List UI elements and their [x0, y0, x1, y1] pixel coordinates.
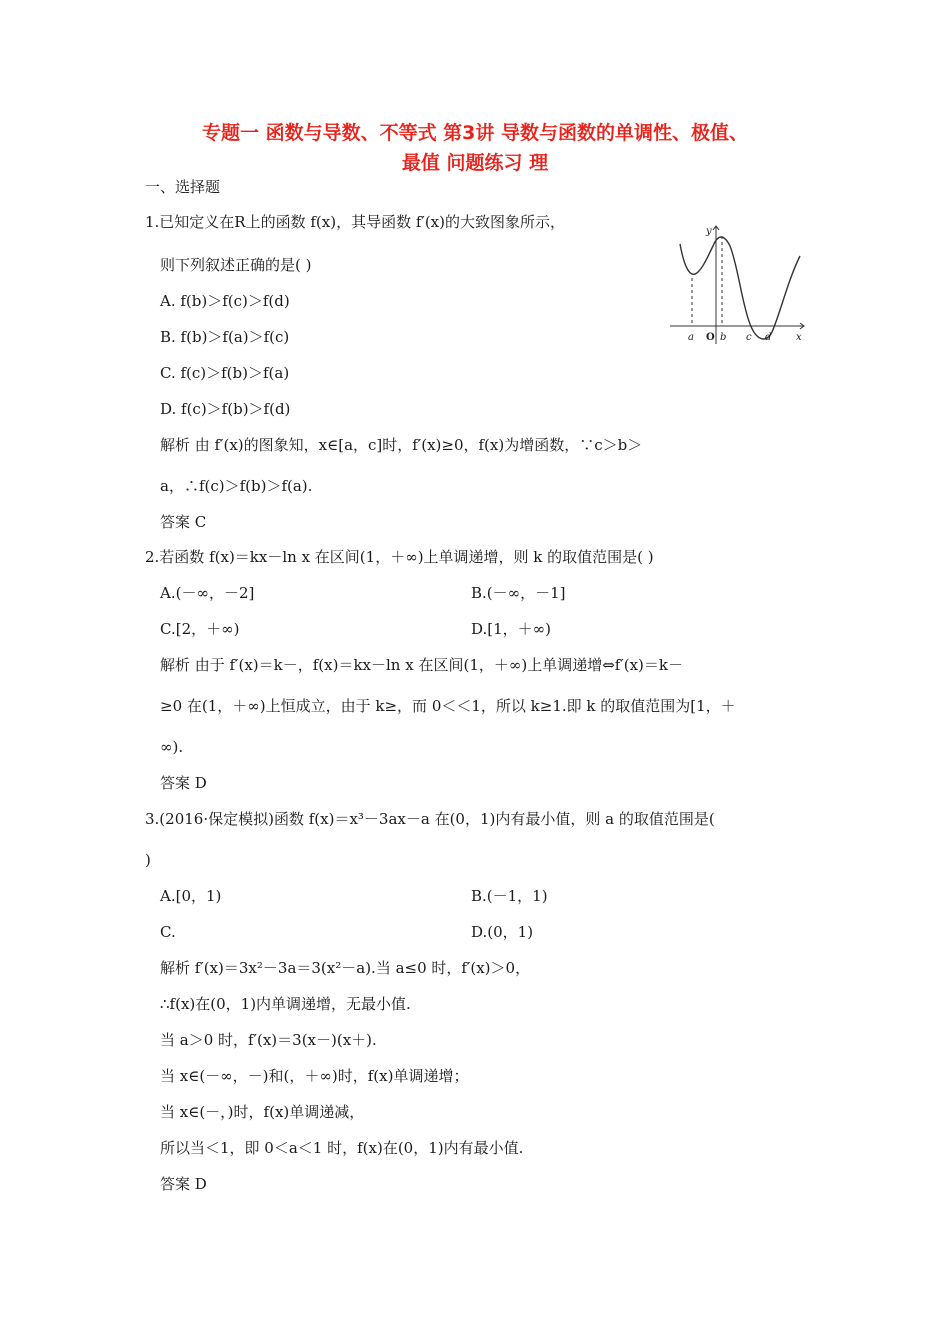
q3-answer: 答案 D: [160, 1175, 207, 1193]
graph-label-o: O: [706, 332, 715, 343]
q3-option-d: D.(0，1): [471, 923, 534, 941]
q2-option-c: C.[2，＋∞): [160, 620, 240, 638]
q3-analysis-6: 所以当＜1，即 0＜a＜1 时，f(x)在(0，1)内有最小值.: [160, 1139, 524, 1157]
q1-option-b: B. f(b)＞f(a)＞f(c): [160, 328, 290, 346]
q3-stem-2: ): [145, 851, 151, 869]
q3-analysis-2: ∴f(x)在(0，1)内单调递增，无最小值.: [160, 995, 411, 1013]
q3-option-c: C.: [160, 923, 176, 941]
q1-option-c: C. f(c)＞f(b)＞f(a): [160, 364, 290, 382]
q2-analysis-2: ≥0 在(1，＋∞)上恒成立，由于 k≥，而 0＜＜1，所以 k≥1.即 k 的取值范围为[1，＋: [160, 697, 736, 715]
q2-analysis-1: 解析 由于 f′(x)＝k－，f(x)＝kx－ln x 在区间(1，＋∞)上单调递增⇔f′(x)＝k－: [160, 656, 683, 674]
graph-label-c: c: [746, 332, 752, 343]
derivative-graph-figure: [668, 222, 812, 346]
q3-analysis-4: 当 x∈(－∞，－)和(，＋∞)时，f(x)单调递增；: [160, 1067, 469, 1085]
doc-title-line-2: 最值 问题练习 理: [401, 152, 549, 174]
q1-stem-2: 则下列叙述正确的是( ): [160, 256, 312, 274]
graph-label-d: d: [765, 332, 772, 343]
q3-analysis-3: 当 a＞0 时，f′(x)＝3(x－)(x＋).: [160, 1031, 377, 1049]
q2-answer: 答案 D: [160, 774, 207, 792]
q1-analysis-1: 解析 由 f′(x)的图象知，x∈[a，c]时，f′(x)≥0，f(x)为增函数，∵c＞b＞: [160, 436, 643, 454]
graph-label-b: b: [720, 332, 727, 343]
q2-option-b: B.(－∞，－1]: [471, 584, 566, 602]
q3-analysis-1: 解析 f′(x)＝3x²－3a＝3(x²－a).当 a≤0 时，f′(x)＞0，: [160, 959, 531, 977]
q2-option-a: A.(－∞，－2]: [160, 584, 255, 602]
q1-option-d: D. f(c)＞f(b)＞f(d): [160, 400, 291, 418]
q2-option-d: D.[1，＋∞): [471, 620, 552, 638]
graph-label-x: x: [796, 332, 802, 343]
graph-label-a: a: [688, 332, 694, 343]
q1-analysis-2: a，∴f(c)＞f(b)＞f(a).: [160, 477, 313, 495]
q2-stem: 2.若函数 f(x)＝kx－ln x 在区间(1，＋∞)上单调递增，则 k 的取值范围是( ): [145, 548, 654, 566]
q3-option-b: B.(－1，1): [471, 887, 548, 905]
q2-analysis-3: ∞).: [160, 738, 184, 756]
section-heading: 一、选择题: [145, 178, 221, 196]
derivative-curve: [680, 237, 800, 339]
doc-title-line-1: 专题一 函数与导数、不等式 第3讲 导数与函数的单调性、极值、: [201, 122, 749, 144]
q1-option-a: A. f(b)＞f(c)＞f(d): [160, 292, 290, 310]
q1-answer: 答案 C: [160, 513, 207, 531]
q3-option-a: A.[0，1): [160, 887, 222, 905]
q3-analysis-5: 当 x∈(－，)时，f(x)单调递减，: [160, 1103, 365, 1121]
q3-stem: 3.(2016·保定模拟)函数 f(x)＝x³－3ax－a 在(0，1)内有最小值，则 a 的取值范围是(: [145, 810, 715, 828]
graph-label-y: y: [706, 226, 712, 237]
q1-stem: 1.已知定义在R上的函数 f(x)，其导函数 f′(x)的大致图象所示，: [145, 213, 565, 231]
